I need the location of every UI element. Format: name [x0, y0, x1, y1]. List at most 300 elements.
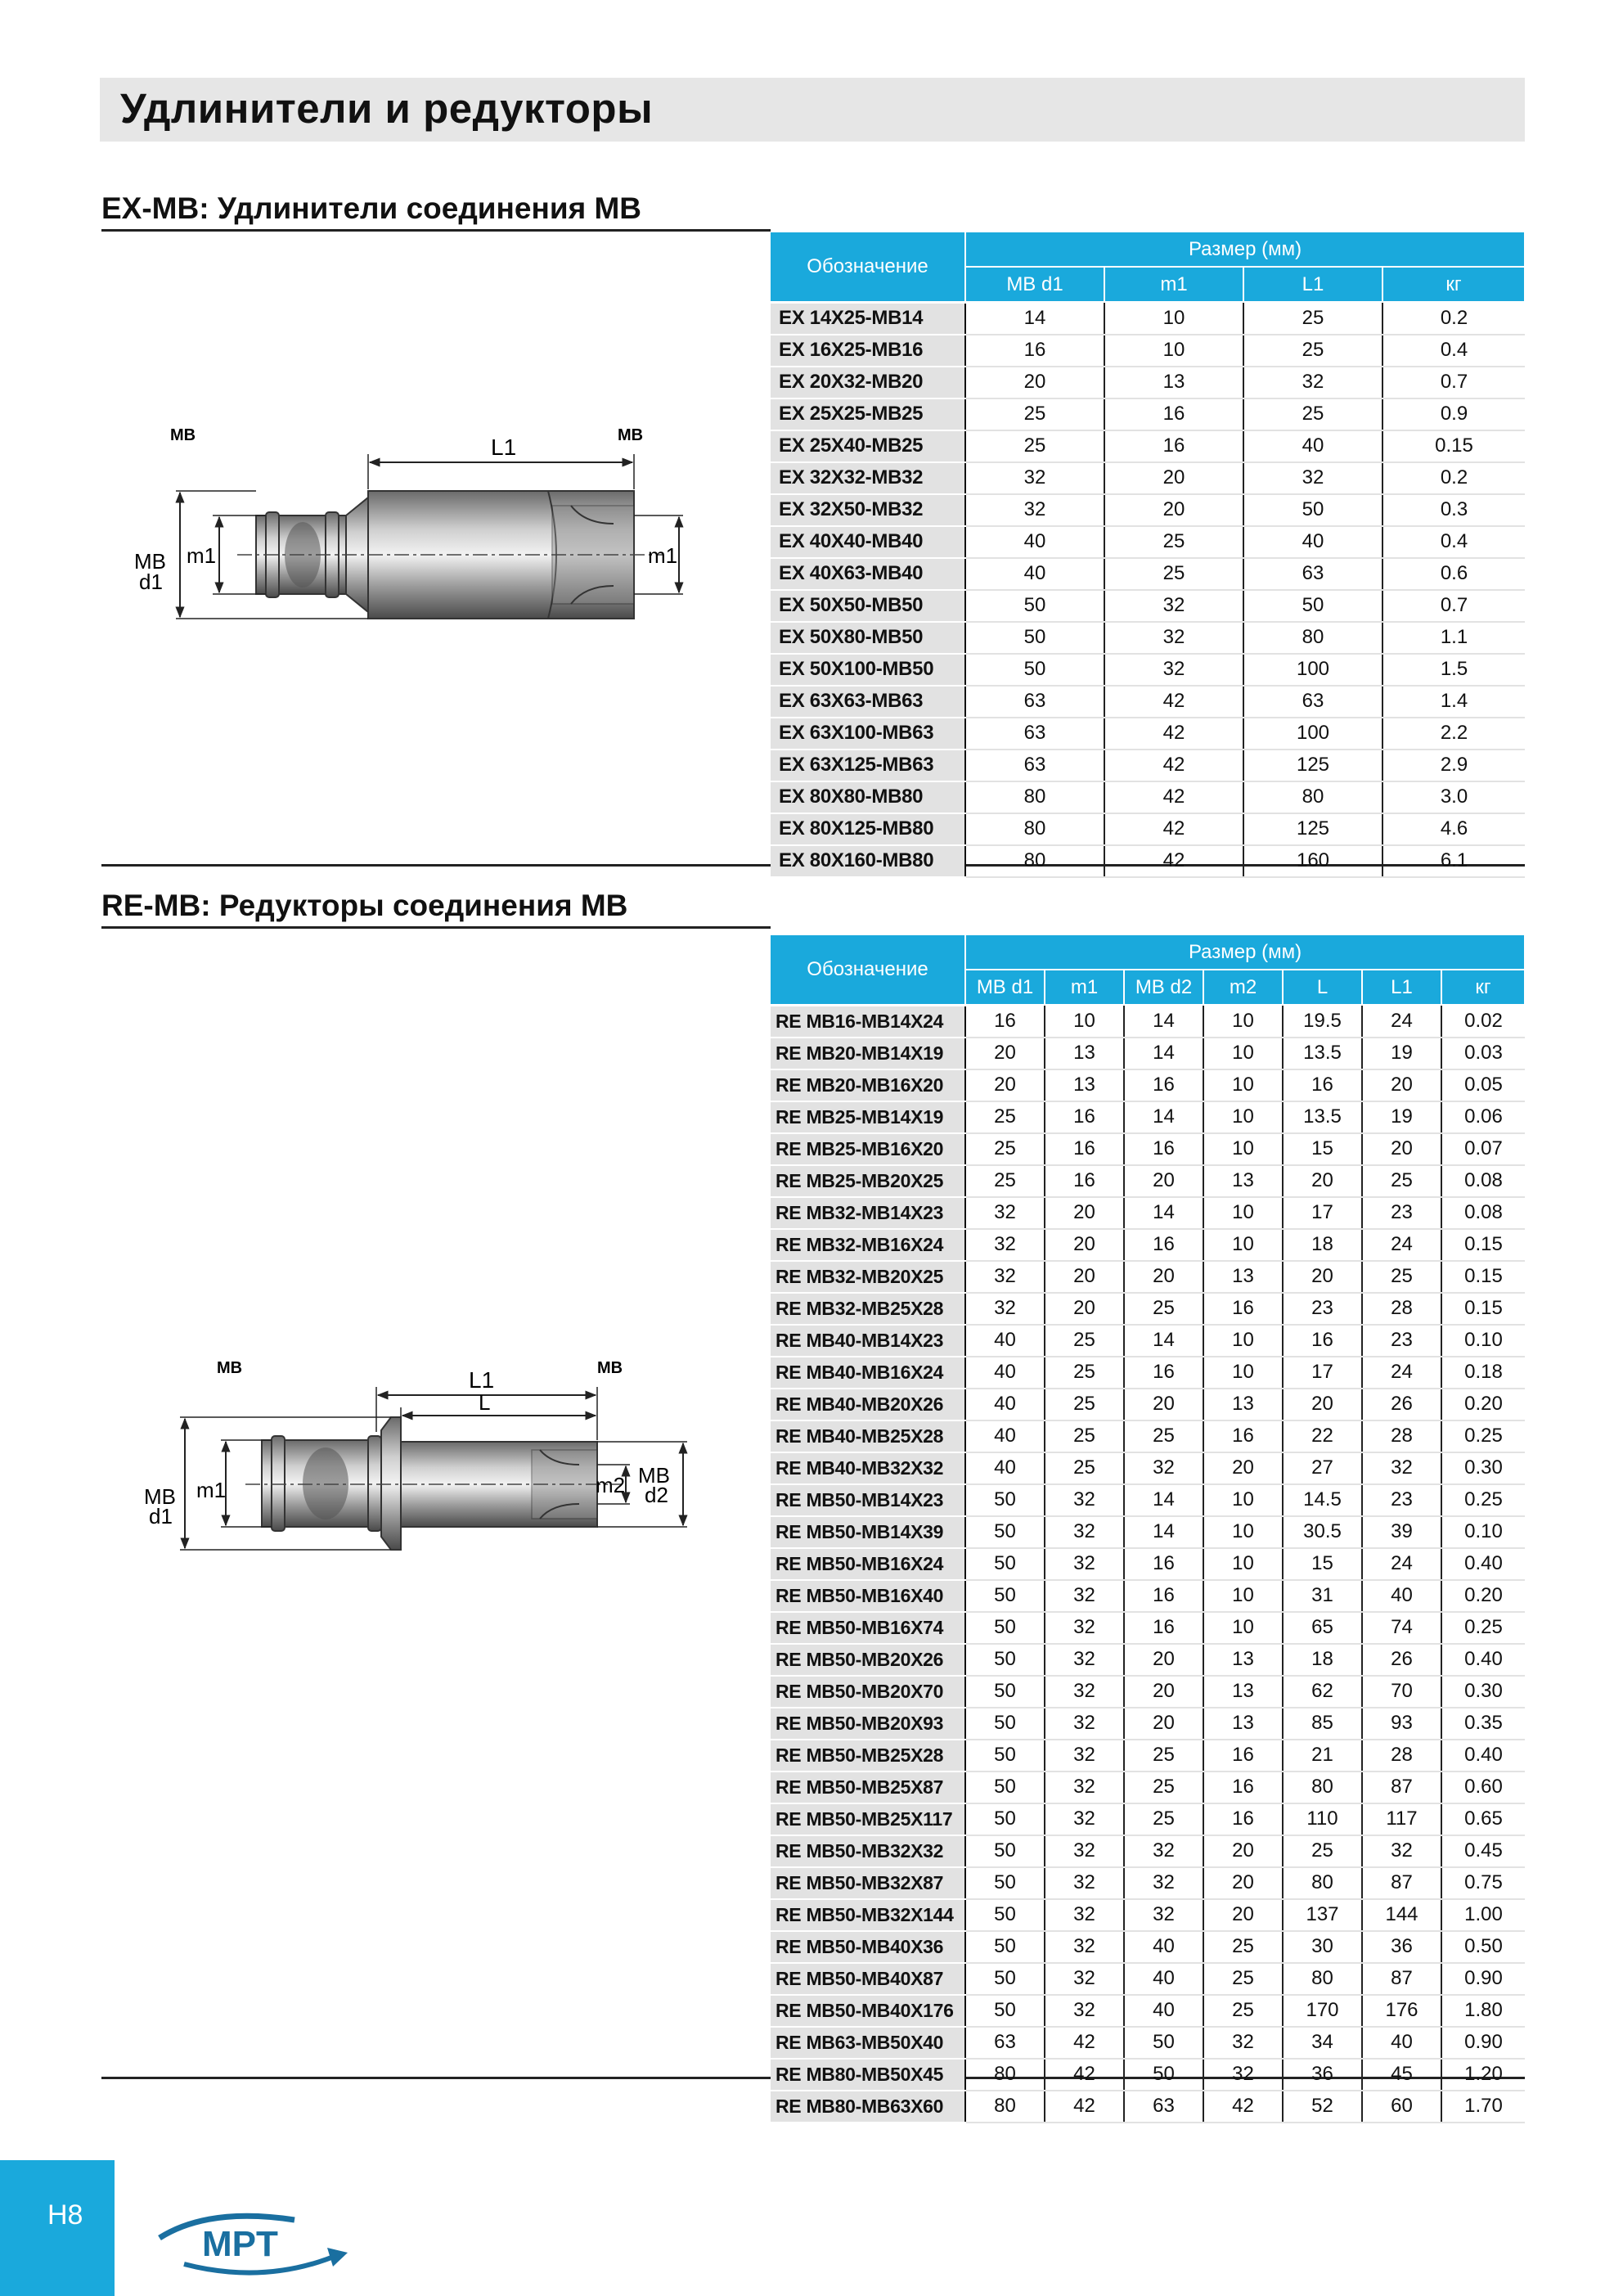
column-header: кг [1441, 970, 1525, 1005]
value-cell: 23 [1362, 1484, 1441, 1516]
value-cell: 25 [965, 1101, 1045, 1133]
value-cell: 0.7 [1382, 367, 1525, 398]
value-cell: 40 [965, 1420, 1045, 1452]
value-cell: 0.3 [1382, 494, 1525, 526]
value-cell: 13 [1203, 1389, 1283, 1420]
table-row [771, 494, 1525, 526]
designation-cell: RE MB50-MB16X40 [771, 1580, 965, 1612]
value-cell: 0.30 [1441, 1452, 1525, 1484]
value-cell: 80 [1283, 1963, 1362, 1995]
designation-cell: RE MB40-MB25X28 [771, 1420, 965, 1452]
value-cell: 50 [965, 1708, 1045, 1740]
value-cell: 42 [1104, 781, 1243, 813]
value-cell: 32 [1104, 654, 1243, 686]
table-row [771, 1357, 1525, 1389]
table-row [771, 1516, 1525, 1548]
value-cell: 0.10 [1441, 1516, 1525, 1548]
value-cell: 18 [1283, 1229, 1362, 1261]
value-cell: 0.40 [1441, 1548, 1525, 1580]
value-cell: 170 [1283, 1995, 1362, 2027]
value-cell: 25 [1203, 1963, 1283, 1995]
value-cell: 42 [1104, 686, 1243, 718]
value-cell: 20 [1203, 1899, 1283, 1931]
column-header: m1 [1045, 970, 1124, 1005]
value-cell: 20 [1124, 1261, 1203, 1293]
value-cell: 42 [1104, 845, 1243, 877]
value-cell: 0.02 [1441, 1005, 1525, 1038]
value-cell: 25 [1124, 1420, 1203, 1452]
value-cell: 20 [1124, 1676, 1203, 1708]
value-cell: 63 [965, 718, 1104, 750]
value-cell: 32 [1243, 462, 1382, 494]
value-cell: 32 [1045, 1995, 1124, 2027]
table-row [771, 1772, 1525, 1803]
value-cell: 93 [1362, 1708, 1441, 1740]
value-cell: 32 [965, 1293, 1045, 1325]
value-cell: 32 [965, 462, 1104, 494]
value-cell: 40 [965, 558, 1104, 590]
section-divider [101, 926, 771, 929]
value-cell: 25 [1045, 1420, 1124, 1452]
table-row [771, 1803, 1525, 1835]
value-cell: 16 [965, 335, 1104, 367]
designation-cell: RE MB50-MB25X87 [771, 1772, 965, 1803]
value-cell: 0.50 [1441, 1931, 1525, 1963]
designation-cell: RE MB63-MB50X40 [771, 2027, 965, 2059]
value-cell: 0.15 [1382, 430, 1525, 462]
value-cell: 0.40 [1441, 1644, 1525, 1676]
value-cell: 80 [1283, 1867, 1362, 1899]
value-cell: 16 [1124, 1133, 1203, 1165]
value-cell: 137 [1283, 1899, 1362, 1931]
table-row [771, 1293, 1525, 1325]
mb-d1-label: MB [144, 1484, 176, 1509]
value-cell: 25 [1124, 1772, 1203, 1803]
value-cell: 24 [1362, 1357, 1441, 1389]
value-cell: 63 [965, 686, 1104, 718]
designation-cell: EX 80X125-MB80 [771, 813, 965, 845]
value-cell: 26 [1362, 1389, 1441, 1420]
value-cell: 32 [1104, 590, 1243, 622]
value-cell: 50 [965, 1676, 1045, 1708]
value-cell: 28 [1362, 1293, 1441, 1325]
m1-label: m1 [196, 1478, 227, 1502]
value-cell: 25 [1243, 398, 1382, 430]
value-cell: 110 [1283, 1803, 1362, 1835]
value-cell: 10 [1203, 1548, 1283, 1580]
value-cell: 176 [1362, 1995, 1441, 2027]
value-cell: 50 [965, 1580, 1045, 1612]
value-cell: 20 [965, 1069, 1045, 1101]
value-cell: 63 [965, 750, 1104, 781]
value-cell: 17 [1283, 1197, 1362, 1229]
value-cell: 20 [1124, 1708, 1203, 1740]
value-cell: 25 [965, 430, 1104, 462]
value-cell: 80 [1283, 1772, 1362, 1803]
value-cell: 14.5 [1283, 1484, 1362, 1516]
designation-header: Обозначение [771, 935, 965, 1005]
value-cell: 63 [1124, 2091, 1203, 2123]
column-header: m2 [1203, 970, 1283, 1005]
value-cell: 10 [1104, 302, 1243, 335]
value-cell: 50 [965, 1548, 1045, 1580]
value-cell: 62 [1283, 1676, 1362, 1708]
m1-right-label: m1 [648, 543, 678, 568]
value-cell: 42 [1104, 813, 1243, 845]
value-cell: 14 [1124, 1101, 1203, 1133]
value-cell: 1.20 [1441, 2059, 1525, 2091]
value-cell: 25 [1243, 302, 1382, 335]
table-row [771, 1676, 1525, 1708]
value-cell: 0.18 [1441, 1357, 1525, 1389]
table-row [771, 335, 1525, 367]
value-cell: 20 [1203, 1835, 1283, 1867]
value-cell: 144 [1362, 1899, 1441, 1931]
value-cell: 2.9 [1382, 750, 1525, 781]
value-cell: 87 [1362, 1963, 1441, 1995]
value-cell: 80 [1243, 622, 1382, 654]
value-cell: 13.5 [1283, 1038, 1362, 1069]
value-cell: 25 [1362, 1165, 1441, 1197]
value-cell: 0.08 [1441, 1197, 1525, 1229]
value-cell: 0.06 [1441, 1101, 1525, 1133]
value-cell: 87 [1362, 1867, 1441, 1899]
value-cell: 0.40 [1441, 1740, 1525, 1772]
value-cell: 80 [965, 2091, 1045, 2123]
value-cell: 0.65 [1441, 1803, 1525, 1835]
value-cell: 19 [1362, 1101, 1441, 1133]
value-cell: 16 [1124, 1548, 1203, 1580]
column-header: MB d1 [965, 970, 1045, 1005]
value-cell: 16 [1104, 430, 1243, 462]
section-title-re-mb: RE-MB: Редукторы соединения MB [101, 889, 628, 922]
value-cell: 20 [1362, 1069, 1441, 1101]
value-cell: 20 [1124, 1644, 1203, 1676]
value-cell: 25 [1104, 526, 1243, 558]
value-cell: 20 [1045, 1229, 1124, 1261]
value-cell: 10 [1203, 1069, 1283, 1101]
value-cell: 32 [1045, 1772, 1124, 1803]
value-cell: 87 [1362, 1772, 1441, 1803]
value-cell: 50 [965, 1835, 1045, 1867]
value-cell: 40 [1124, 1995, 1203, 2027]
value-cell: 15 [1283, 1548, 1362, 1580]
column-header: MB d2 [1124, 970, 1203, 1005]
value-cell: 0.6 [1382, 558, 1525, 590]
designation-cell: RE MB50-MB14X39 [771, 1516, 965, 1548]
designation-cell: RE MB25-MB20X25 [771, 1165, 965, 1197]
value-cell: 40 [965, 1357, 1045, 1389]
value-cell: 20 [1124, 1389, 1203, 1420]
table-row [771, 718, 1525, 750]
value-cell: 25 [1124, 1293, 1203, 1325]
value-cell: 22 [1283, 1420, 1362, 1452]
value-cell: 0.7 [1382, 590, 1525, 622]
value-cell: 20 [1362, 1133, 1441, 1165]
value-cell: 28 [1362, 1740, 1441, 1772]
value-cell: 25 [1362, 1261, 1441, 1293]
value-cell: 16 [1283, 1325, 1362, 1357]
value-cell: 42 [1045, 2027, 1124, 2059]
value-cell: 6.1 [1382, 845, 1525, 877]
value-cell: 1.1 [1382, 622, 1525, 654]
value-cell: 40 [1362, 2027, 1441, 2059]
value-cell: 50 [1124, 2027, 1203, 2059]
designation-header: Обозначение [771, 232, 965, 302]
value-cell: 16 [1283, 1069, 1362, 1101]
designation-cell: RE MB50-MB25X117 [771, 1803, 965, 1835]
value-cell: 24 [1362, 1005, 1441, 1038]
value-cell: 27 [1283, 1452, 1362, 1484]
value-cell: 16 [1045, 1101, 1124, 1133]
value-cell: 14 [965, 302, 1104, 335]
value-cell: 50 [965, 1644, 1045, 1676]
value-cell: 13 [1203, 1644, 1283, 1676]
table-row [771, 813, 1525, 845]
table-row [771, 1867, 1525, 1899]
table-row [771, 1325, 1525, 1357]
value-cell: 32 [1203, 2059, 1283, 2091]
table-row [771, 1995, 1525, 2027]
table-row [771, 781, 1525, 813]
value-cell: 40 [1243, 430, 1382, 462]
value-cell: 32 [1104, 622, 1243, 654]
page-number-tab [0, 2160, 115, 2296]
value-cell: 25 [965, 1133, 1045, 1165]
value-cell: 20 [1203, 1867, 1283, 1899]
value-cell: 36 [1283, 2059, 1362, 2091]
designation-cell: RE MB40-MB32X32 [771, 1452, 965, 1484]
value-cell: 20 [965, 1038, 1045, 1069]
value-cell: 40 [965, 526, 1104, 558]
value-cell: 50 [965, 1995, 1045, 2027]
table-row [771, 1005, 1525, 1038]
table-row [771, 1229, 1525, 1261]
designation-cell: EX 14X25-MB14 [771, 302, 965, 335]
column-header: L [1283, 970, 1362, 1005]
table-row [771, 2091, 1525, 2123]
value-cell: 14 [1124, 1516, 1203, 1548]
value-cell: 40 [965, 1325, 1045, 1357]
mb-left-label: MB [170, 426, 196, 444]
table-row [771, 1197, 1525, 1229]
value-cell: 63 [965, 2027, 1045, 2059]
size-group-header: Размер (мм) [965, 935, 1525, 970]
value-cell: 13.5 [1283, 1101, 1362, 1133]
designation-cell: EX 32X50-MB32 [771, 494, 965, 526]
designation-cell: RE MB25-MB16X20 [771, 1133, 965, 1165]
table-row [771, 526, 1525, 558]
value-cell: 32 [1045, 1580, 1124, 1612]
value-cell: 32 [965, 494, 1104, 526]
value-cell: 16 [1203, 1420, 1283, 1452]
value-cell: 24 [1362, 1229, 1441, 1261]
table-row [771, 1708, 1525, 1740]
value-cell: 0.20 [1441, 1389, 1525, 1420]
designation-cell: RE MB50-MB40X36 [771, 1931, 965, 1963]
value-cell: 19 [1362, 1038, 1441, 1069]
table-row [771, 462, 1525, 494]
designation-cell: RE MB50-MB25X28 [771, 1740, 965, 1772]
table-row [771, 1963, 1525, 1995]
value-cell: 50 [965, 1867, 1045, 1899]
table-row [771, 398, 1525, 430]
designation-cell: RE MB20-MB14X19 [771, 1038, 965, 1069]
value-cell: 13 [1045, 1038, 1124, 1069]
designation-cell: RE MB50-MB32X32 [771, 1835, 965, 1867]
value-cell: 40 [965, 1389, 1045, 1420]
value-cell: 17 [1283, 1357, 1362, 1389]
value-cell: 26 [1362, 1644, 1441, 1676]
value-cell: 25 [1203, 1995, 1283, 2027]
value-cell: 20 [1045, 1197, 1124, 1229]
table-row [771, 1740, 1525, 1772]
value-cell: 70 [1362, 1676, 1441, 1708]
designation-cell: RE MB50-MB20X93 [771, 1708, 965, 1740]
value-cell: 10 [1203, 1005, 1283, 1038]
designation-cell: RE MB40-MB14X23 [771, 1325, 965, 1357]
designation-cell: EX 50X100-MB50 [771, 654, 965, 686]
value-cell: 50 [965, 1484, 1045, 1516]
value-cell: 42 [1045, 2059, 1124, 2091]
value-cell: 50 [1243, 590, 1382, 622]
value-cell: 117 [1362, 1803, 1441, 1835]
value-cell: 30 [1283, 1931, 1362, 1963]
value-cell: 0.05 [1441, 1069, 1525, 1101]
value-cell: 32 [1124, 1899, 1203, 1931]
value-cell: 0.2 [1382, 462, 1525, 494]
value-cell: 1.5 [1382, 654, 1525, 686]
designation-cell: EX 25X25-MB25 [771, 398, 965, 430]
value-cell: 50 [965, 1899, 1045, 1931]
value-cell: 32 [1045, 1676, 1124, 1708]
value-cell: 50 [965, 1772, 1045, 1803]
value-cell: 52 [1283, 2091, 1362, 2123]
value-cell: 32 [1362, 1835, 1441, 1867]
value-cell: 0.03 [1441, 1038, 1525, 1069]
designation-cell: EX 63X63-MB63 [771, 686, 965, 718]
value-cell: 21 [1283, 1740, 1362, 1772]
value-cell: 20 [1283, 1389, 1362, 1420]
designation-cell: RE MB50-MB32X144 [771, 1899, 965, 1931]
value-cell: 50 [965, 1931, 1045, 1963]
value-cell: 50 [965, 1803, 1045, 1835]
value-cell: 80 [965, 813, 1104, 845]
value-cell: 13 [1203, 1708, 1283, 1740]
value-cell: 0.90 [1441, 1963, 1525, 1995]
value-cell: 160 [1243, 845, 1382, 877]
value-cell: 25 [1124, 1740, 1203, 1772]
value-cell: 16 [965, 1005, 1045, 1038]
value-cell: 14 [1124, 1197, 1203, 1229]
value-cell: 19.5 [1283, 1005, 1362, 1038]
value-cell: 30.5 [1283, 1516, 1362, 1548]
mb-d1-label: MB [134, 549, 166, 574]
value-cell: 14 [1124, 1005, 1203, 1038]
table-row [771, 558, 1525, 590]
value-cell: 10 [1203, 1516, 1283, 1548]
value-cell: 80 [1243, 781, 1382, 813]
l1-label: L1 [491, 434, 517, 460]
table-row [771, 1069, 1525, 1101]
designation-cell: RE MB25-MB14X19 [771, 1101, 965, 1133]
designation-cell: EX 40X63-MB40 [771, 558, 965, 590]
value-cell: 42 [1203, 2091, 1283, 2123]
value-cell: 0.25 [1441, 1420, 1525, 1452]
value-cell: 60 [1362, 2091, 1441, 2123]
table-row [771, 1899, 1525, 1931]
value-cell: 20 [1203, 1452, 1283, 1484]
value-cell: 32 [1045, 1708, 1124, 1740]
designation-cell: RE MB50-MB40X87 [771, 1963, 965, 1995]
column-header: кг [1382, 267, 1525, 302]
value-cell: 16 [1124, 1069, 1203, 1101]
value-cell: 34 [1283, 2027, 1362, 2059]
value-cell: 0.35 [1441, 1708, 1525, 1740]
value-cell: 63 [1243, 558, 1382, 590]
value-cell: 0.20 [1441, 1580, 1525, 1612]
designation-cell: RE MB80-MB63X60 [771, 2091, 965, 2123]
table-row [771, 1484, 1525, 1516]
value-cell: 32 [1045, 1931, 1124, 1963]
designation-cell: EX 16X25-MB16 [771, 335, 965, 367]
value-cell: 0.10 [1441, 1325, 1525, 1357]
table-row [771, 2027, 1525, 2059]
value-cell: 32 [1045, 1644, 1124, 1676]
table-row [771, 750, 1525, 781]
value-cell: 32 [1045, 1803, 1124, 1835]
value-cell: 32 [1045, 1548, 1124, 1580]
column-header: m1 [1104, 267, 1243, 302]
value-cell: 3.0 [1382, 781, 1525, 813]
value-cell: 24 [1362, 1548, 1441, 1580]
designation-cell: EX 80X160-MB80 [771, 845, 965, 877]
value-cell: 23 [1362, 1325, 1441, 1357]
value-cell: 10 [1045, 1005, 1124, 1038]
value-cell: 23 [1362, 1197, 1441, 1229]
value-cell: 42 [1104, 718, 1243, 750]
re-mb-spec-table [771, 935, 1526, 2123]
value-cell: 25 [965, 398, 1104, 430]
mb-left-label: MB [217, 1359, 243, 1377]
value-cell: 32 [1045, 1963, 1124, 1995]
value-cell: 18 [1283, 1644, 1362, 1676]
value-cell: 32 [1045, 1612, 1124, 1644]
table-row [771, 590, 1525, 622]
value-cell: 16 [1124, 1357, 1203, 1389]
designation-cell: RE MB40-MB20X26 [771, 1389, 965, 1420]
value-cell: 16 [1045, 1165, 1124, 1197]
designation-cell: EX 40X40-MB40 [771, 526, 965, 558]
value-cell: 20 [965, 367, 1104, 398]
value-cell: 25 [1045, 1452, 1124, 1484]
value-cell: 10 [1203, 1325, 1283, 1357]
value-cell: 13 [1104, 367, 1243, 398]
value-cell: 20 [1104, 494, 1243, 526]
value-cell: 100 [1243, 718, 1382, 750]
section-title-ex-mb: EX-MB: Удлинители соединения MB [101, 191, 641, 225]
value-cell: 0.15 [1441, 1229, 1525, 1261]
value-cell: 40 [1124, 1963, 1203, 1995]
designation-cell: RE MB50-MB40X176 [771, 1995, 965, 2027]
value-cell: 20 [1283, 1261, 1362, 1293]
logo-text: MPT [202, 2224, 278, 2264]
value-cell: 25 [1203, 1931, 1283, 1963]
value-cell: 2.2 [1382, 718, 1525, 750]
column-header: MB d1 [965, 267, 1104, 302]
value-cell: 32 [1045, 1740, 1124, 1772]
value-cell: 32 [1203, 2027, 1283, 2059]
